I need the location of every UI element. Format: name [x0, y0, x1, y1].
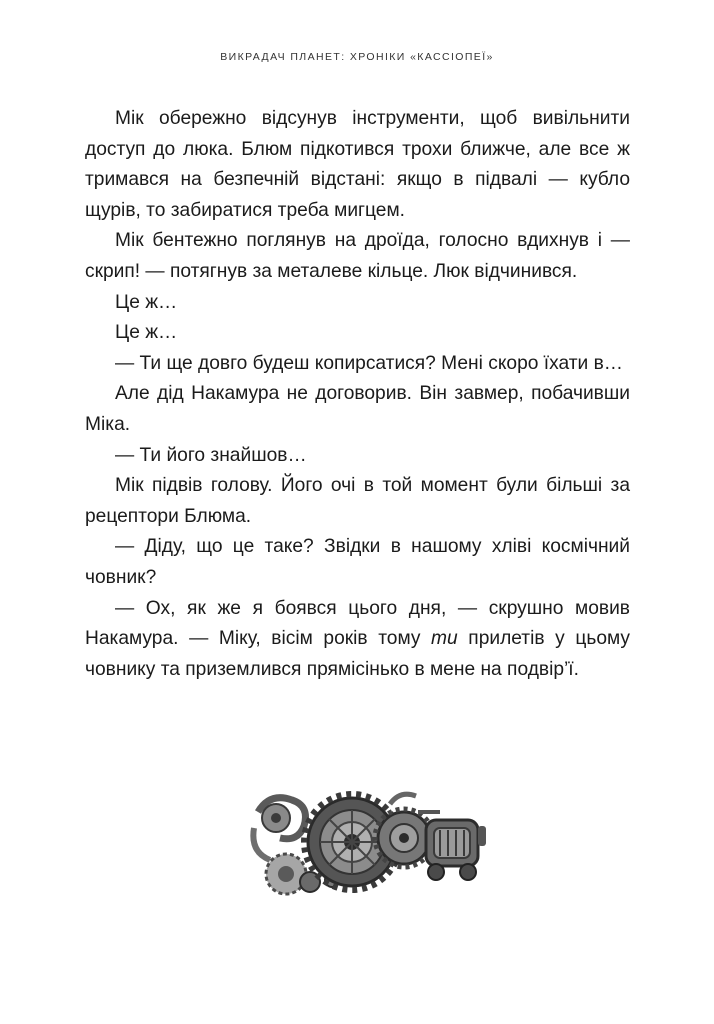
engine-block-icon	[426, 820, 486, 880]
gears-machine-illustration	[240, 782, 490, 902]
final-text-before: — Ох, як же я боявся цього дня, — скрушно мовив Накамура. — Міку, вісім років тому	[85, 597, 630, 650]
paragraph: Але дід Накамура не договорив. Він завмер, побачивши Міка.	[85, 383, 630, 435]
paragraph: Мік підвів голову. Його очі в той момент були більші за рецептори Блюма.	[85, 475, 630, 527]
paragraph-final	[85, 594, 630, 686]
paragraph: Мік обережно відсунув інструменти, щоб вивільнити доступ до люка. Блюм підкотився трохи ближче, але все ж тримався на безпечній відстані: якщо в підвалі — кубло щурів, то забиратися треба мигцем.	[85, 108, 630, 221]
paragraph: Це ж…	[115, 291, 178, 313]
paragraph: — Ти ще довго будеш копирсатися? Мені скоро їхати в…	[115, 352, 623, 374]
paragraph: Це ж…	[115, 322, 178, 344]
emphasis-word: ти	[431, 628, 458, 650]
paragraph: Мік бентежно поглянув на дроїда, голосно вдихнув і — скрип! — потягнув за металеве кільце. Люк відчинився.	[85, 230, 630, 282]
paragraph: — Діду, що це таке? Звідки в нашому хліві космічний човник?	[85, 536, 630, 588]
body-text	[85, 104, 630, 685]
running-head: ВИКРАДАЧ ПЛАНЕТ: ХРОНІКИ «КАССІОПЕЇ»	[220, 51, 494, 63]
paragraph: — Ти його знайшов…	[115, 444, 307, 466]
final-text-after: прилетів у цьому човнику та приземлився прямісінько в мене на подвір’ї.	[85, 628, 630, 680]
